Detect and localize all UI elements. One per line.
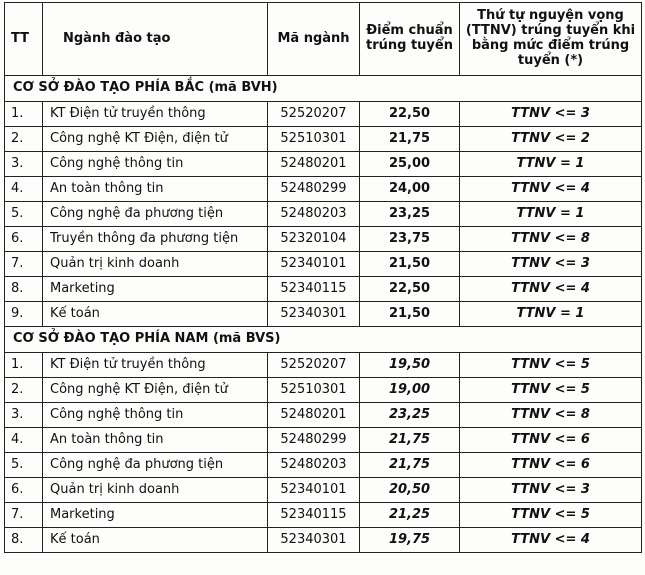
row-major: KT Điện tử truyền thông [43, 353, 268, 378]
row-ttnv: TTNV <= 6 [460, 428, 642, 453]
row-major: Truyền thông đa phương tiện [43, 227, 268, 252]
section-header-south [5, 327, 642, 353]
row-code: 52340101 [268, 478, 360, 503]
row-tt: 8. [5, 277, 43, 302]
row-score: 20,50 [360, 478, 460, 503]
row-score: 21,75 [360, 127, 460, 152]
row-major: Công nghệ KT Điện, điện tử [43, 127, 268, 152]
row-ttnv: TTNV <= 8 [460, 227, 642, 252]
row-tt: 2. [5, 378, 43, 403]
header-score: Điểm chuẩn trúng tuyển [360, 3, 460, 76]
row-code: 52520207 [268, 353, 360, 378]
row-ttnv: TTNV <= 5 [460, 503, 642, 528]
row-ttnv: TTNV = 1 [460, 202, 642, 227]
row-major: Công nghệ KT Điện, điện tử [43, 378, 268, 403]
table-row [5, 503, 642, 528]
south-campus-section [5, 327, 642, 553]
row-tt: 3. [5, 152, 43, 177]
row-tt: 7. [5, 252, 43, 277]
row-code: 52480203 [268, 202, 360, 227]
row-major: An toàn thông tin [43, 177, 268, 202]
section-title-south: CƠ SỞ ĐÀO TẠO PHÍA NAM (mã BVS) [5, 327, 642, 353]
row-code: 52340101 [268, 252, 360, 277]
row-tt: 8. [5, 528, 43, 553]
row-tt: 7. [5, 503, 43, 528]
row-ttnv: TTNV <= 6 [460, 453, 642, 478]
table-row [5, 528, 642, 553]
row-tt: 9. [5, 302, 43, 327]
table-row [5, 202, 642, 227]
row-tt: 6. [5, 478, 43, 503]
row-tt: 4. [5, 428, 43, 453]
table-row [5, 252, 642, 277]
row-ttnv: TTNV <= 2 [460, 127, 642, 152]
header-tt: TT [5, 3, 43, 76]
section-header-north [5, 76, 642, 102]
row-score: 21,75 [360, 453, 460, 478]
table-header [5, 3, 642, 76]
row-score: 19,00 [360, 378, 460, 403]
row-code: 52340301 [268, 528, 360, 553]
row-tt: 1. [5, 353, 43, 378]
row-major: Công nghệ thông tin [43, 152, 268, 177]
row-ttnv: TTNV <= 3 [460, 102, 642, 127]
row-score: 19,50 [360, 353, 460, 378]
row-major: Công nghệ đa phương tiện [43, 453, 268, 478]
header-code: Mã ngành [268, 3, 360, 76]
table-row [5, 428, 642, 453]
row-ttnv: TTNV <= 3 [460, 478, 642, 503]
row-major: Quản trị kinh doanh [43, 252, 268, 277]
table-row [5, 127, 642, 152]
row-score: 23,25 [360, 403, 460, 428]
row-score: 21,25 [360, 503, 460, 528]
row-score: 22,50 [360, 102, 460, 127]
table-row [5, 302, 642, 327]
row-ttnv: TTNV <= 4 [460, 277, 642, 302]
row-code: 52320104 [268, 227, 360, 252]
row-score: 25,00 [360, 152, 460, 177]
row-major: Công nghệ đa phương tiện [43, 202, 268, 227]
row-code: 52480201 [268, 403, 360, 428]
row-code: 52340301 [268, 302, 360, 327]
row-code: 52510301 [268, 378, 360, 403]
table-row [5, 102, 642, 127]
row-ttnv: TTNV <= 4 [460, 528, 642, 553]
row-score: 21,75 [360, 428, 460, 453]
table-row [5, 478, 642, 503]
row-tt: 3. [5, 403, 43, 428]
table-row [5, 353, 642, 378]
table-row [5, 177, 642, 202]
table-row [5, 453, 642, 478]
header-ttnv: Thứ tự nguyện vọng (TTNV) trúng tuyển khi bằng mức điểm trúng tuyển (*) [460, 3, 642, 76]
row-major: Marketing [43, 277, 268, 302]
row-major: Marketing [43, 503, 268, 528]
row-tt: 5. [5, 202, 43, 227]
row-score: 23,75 [360, 227, 460, 252]
row-code: 52340115 [268, 277, 360, 302]
row-ttnv: TTNV = 1 [460, 152, 642, 177]
row-score: 24,00 [360, 177, 460, 202]
header-row [5, 3, 642, 76]
row-tt: 1. [5, 102, 43, 127]
row-score: 21,50 [360, 302, 460, 327]
table-row [5, 227, 642, 252]
row-code: 52480299 [268, 428, 360, 453]
row-code: 52480203 [268, 453, 360, 478]
row-ttnv: TTNV <= 5 [460, 378, 642, 403]
row-code: 52480201 [268, 152, 360, 177]
table-row [5, 403, 642, 428]
row-tt: 5. [5, 453, 43, 478]
row-tt: 4. [5, 177, 43, 202]
row-major: An toàn thông tin [43, 428, 268, 453]
row-major: Kế toán [43, 528, 268, 553]
row-tt: 2. [5, 127, 43, 152]
row-ttnv: TTNV <= 5 [460, 353, 642, 378]
row-ttnv: TTNV <= 3 [460, 252, 642, 277]
row-ttnv: TTNV <= 4 [460, 177, 642, 202]
row-ttnv: TTNV = 1 [460, 302, 642, 327]
row-score: 22,50 [360, 277, 460, 302]
row-code: 52480299 [268, 177, 360, 202]
row-code: 52340115 [268, 503, 360, 528]
row-code: 52510301 [268, 127, 360, 152]
row-major: Công nghệ thông tin [43, 403, 268, 428]
admission-score-table [4, 2, 642, 553]
north-campus-section [5, 76, 642, 327]
row-major: Kế toán [43, 302, 268, 327]
section-title-north: CƠ SỞ ĐÀO TẠO PHÍA BẮC (mã BVH) [5, 76, 642, 102]
row-major: KT Điện tử truyền thông [43, 102, 268, 127]
table-row [5, 277, 642, 302]
row-tt: 6. [5, 227, 43, 252]
row-code: 52520207 [268, 102, 360, 127]
header-major: Ngành đào tạo [43, 3, 268, 76]
row-score: 21,50 [360, 252, 460, 277]
row-ttnv: TTNV <= 8 [460, 403, 642, 428]
row-major: Quản trị kinh doanh [43, 478, 268, 503]
table-row [5, 152, 642, 177]
row-score: 23,25 [360, 202, 460, 227]
row-score: 19,75 [360, 528, 460, 553]
table-row [5, 378, 642, 403]
